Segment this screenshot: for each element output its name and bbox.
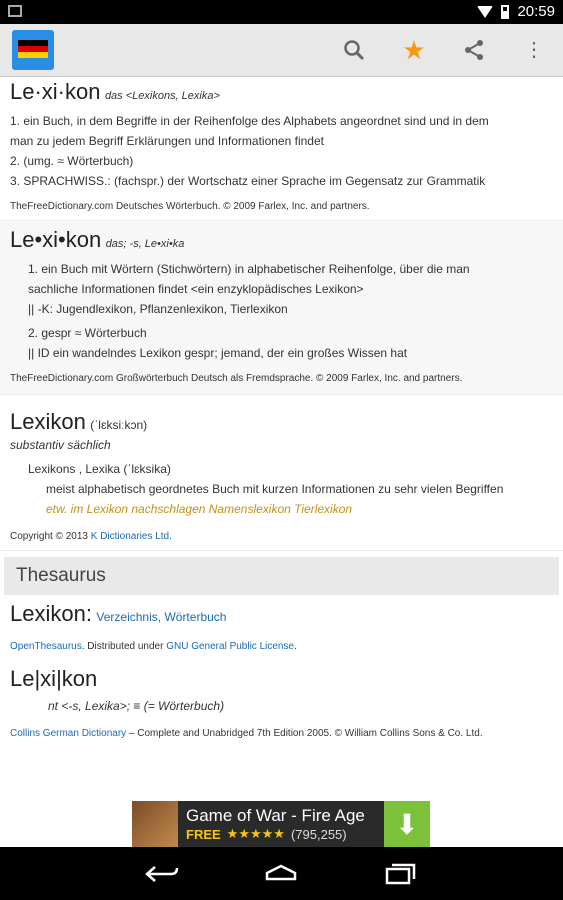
back-button[interactable]	[145, 863, 179, 891]
collins-card	[0, 660, 563, 747]
definition-line: man zu jedem Begriff Erklärungen und Informationen findet	[10, 134, 324, 148]
status-time: 20:59	[517, 3, 555, 20]
collins-source	[10, 728, 553, 739]
thesaurus-card	[0, 601, 563, 660]
action-bar	[0, 24, 563, 77]
entry-source: TheFreeDictionary.com Deutsches Wörterbuch. © 2009 Farlex, Inc. and partners.	[10, 201, 370, 212]
entry-forms: Lexikons , Lexika (ˈlɛksika)	[28, 462, 171, 476]
source-text: – Complete and Unabridged 7th Edition 2005. © William Collins Sons & Co. Ltd.	[126, 728, 483, 739]
favorite-button[interactable]	[400, 36, 428, 64]
definition-line: sachliche Informationen findet <ein enzyklopädisches Lexikon>	[28, 282, 364, 296]
source-text: . Distributed under	[81, 641, 167, 652]
search-icon	[343, 39, 365, 61]
german-flag-icon	[18, 40, 48, 58]
source-text: .	[294, 641, 297, 652]
download-icon[interactable]: ⬇	[384, 801, 430, 847]
license-link[interactable]: GNU General Public License	[166, 641, 295, 652]
ad-banner[interactable]	[132, 801, 430, 847]
thesaurus-synonyms[interactable]: Verzeichnis, Wörterbuch	[96, 610, 227, 624]
wifi-icon	[477, 6, 493, 18]
definition-line: 3. SPRACHWISS.: (fachspr.) der Wortschatz einer Sprache im Gegensatz zur Grammatik	[10, 174, 486, 188]
navigation-bar	[0, 847, 563, 900]
star-icon: ★	[402, 34, 426, 65]
entry-definition: meist alphabetisch geordnetes Buch mit kurzen Informationen zu sehr vielen Begriffen	[46, 482, 504, 496]
source-prefix: Copyright © 2013	[10, 531, 88, 542]
screenshot-notification-icon	[8, 5, 22, 17]
entry-pronunciation: (ˈlɛksiːkɔn)	[90, 418, 148, 432]
entry-note: das; -s, Le•xi•ka	[105, 238, 185, 250]
share-icon	[463, 39, 485, 61]
entry-headword: Le•xi•kon	[10, 227, 102, 252]
entry-headword: Le·xi·kon	[10, 79, 101, 104]
share-button[interactable]	[460, 36, 488, 64]
definition-line: 1. ein Buch mit Wörtern (Stichwörtern) in alphabetischer Reihenfolge, über die man	[28, 262, 470, 276]
thesaurus-headword: Lexikon:	[10, 601, 92, 626]
recents-icon	[384, 863, 418, 885]
definition-line: || -K: Jugendlexikon, Pflanzenlexikon, Tierlexikon	[28, 302, 288, 316]
source-link[interactable]: K Dictionaries Ltd.	[90, 531, 172, 542]
entry-part-of-speech: substantiv sächlich	[10, 438, 111, 452]
entry-source	[10, 531, 553, 542]
overflow-menu-button[interactable]	[520, 36, 548, 64]
entry-card-2	[0, 221, 563, 395]
dictionary-content[interactable]	[0, 77, 563, 801]
collins-link[interactable]: Collins German Dictionary	[10, 728, 127, 739]
status-right	[477, 3, 555, 20]
ad-rating-stars: ★★★★★	[226, 826, 285, 841]
entry-source: TheFreeDictionary.com Großwörterbuch Deutsch als Fremdsprache. © 2009 Farlex, Inc. and partners.	[10, 373, 463, 384]
battery-icon	[501, 5, 509, 19]
overflow-menu-icon: ⋮	[524, 39, 544, 61]
thesaurus-header: Thesaurus	[4, 557, 559, 595]
collins-line: nt <-s, Lexika>; ≡ (= Wörterbuch)	[48, 699, 225, 713]
home-button[interactable]	[264, 863, 298, 891]
thesaurus-source	[10, 641, 553, 652]
ad-rating-count: (795,255)	[290, 826, 347, 842]
entry-headword: Lexikon	[10, 409, 86, 434]
app-logo-icon[interactable]	[12, 30, 54, 70]
search-button[interactable]	[340, 36, 368, 64]
status-bar	[0, 0, 563, 24]
definition-line: || ID ein wandelndes Lexikon gespr; jemand, der ein großes Wissen hat	[28, 346, 408, 360]
ad-game-image	[132, 801, 178, 847]
ad-free-label: FREE	[186, 826, 221, 842]
entry-card-3	[0, 395, 563, 551]
back-icon	[145, 863, 179, 885]
home-icon	[264, 863, 298, 885]
ad-title: Game of War - Fire Age	[186, 806, 365, 825]
definition-line: 2. gespr ≈ Wörterbuch	[28, 326, 147, 340]
definition-line: 2. (umg. ≈ Wörterbuch)	[10, 154, 134, 168]
entry-note: das <Lexikons, Lexika>	[104, 90, 220, 102]
opentheaurus-link[interactable]: OpenThesaurus	[10, 641, 82, 652]
entry-card-1	[0, 77, 563, 221]
definition-line: 1. ein Buch, in dem Begriffe in der Reihenfolge des Alphabets angeordnet sind und in dem	[10, 114, 489, 128]
collins-headword: Le|xi|kon	[10, 666, 98, 691]
entry-examples: etw. im Lexikon nachschlagen Namenslexikon Tierlexikon	[46, 502, 353, 516]
recents-button[interactable]	[384, 863, 418, 891]
